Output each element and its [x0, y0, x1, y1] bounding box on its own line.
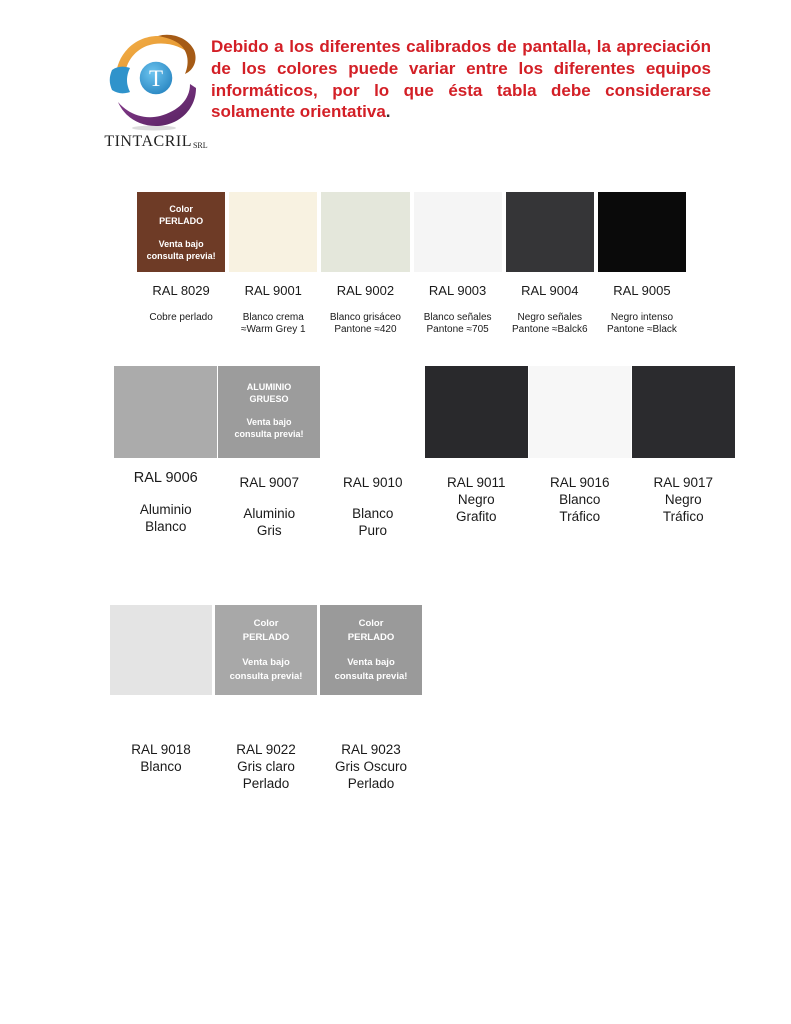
swatch-ral-9001: [229, 192, 317, 272]
text-line: Pantone ≈Black: [606, 324, 677, 335]
label-ral-9022: [215, 741, 317, 792]
ral-name: [321, 491, 425, 539]
ral-name: [215, 758, 317, 792]
text-line: ≈Warm Grey 1: [240, 324, 306, 335]
logo-letter: T: [148, 66, 164, 91]
disclaimer-body: Debido a los diferentes calibrados de pantalla, la apreciación de los colores puede variar entre los diferentes equipos informáticos, por lo que ésta tabla debe considerarse solamente orientativa: [211, 37, 711, 122]
text-line: consulta previa!: [229, 670, 303, 682]
text-line: consulta previa!: [334, 670, 408, 682]
text-line: Gris Oscuro: [334, 759, 407, 774]
text-line: Venta bajo: [242, 657, 290, 668]
ral-name: [320, 758, 422, 792]
ral-code: RAL 9002: [336, 283, 395, 298]
ral-description: [414, 312, 502, 336]
label-ral-9003: [414, 283, 502, 336]
text-line: Venta bajo: [347, 657, 395, 668]
text-line: [114, 487, 218, 501]
ral-description: [229, 312, 317, 336]
text-line: PERLADO: [242, 631, 290, 643]
text-line: consulta previa!: [146, 251, 216, 261]
text-line: PERLADO: [159, 216, 204, 226]
text-line: Pantone ≈705: [426, 324, 489, 335]
text-line: Perlado: [347, 776, 395, 791]
ral-description: [321, 312, 409, 336]
ral-code: RAL 9005: [613, 283, 671, 298]
logo-shadow: [132, 126, 176, 131]
swatch-note: [215, 605, 317, 683]
text-line: [321, 491, 425, 505]
ral-code: RAL 8029: [152, 283, 210, 298]
swatch-ral-9007: [218, 366, 321, 458]
ral-name: [632, 491, 736, 525]
ral-code: RAL 9022: [236, 742, 296, 757]
ral-code: RAL 9017: [653, 475, 714, 490]
ral-description: [137, 312, 225, 324]
swatch-ral-9010: [321, 366, 424, 458]
text-line: Aluminio: [243, 506, 296, 521]
text-line: Gris: [256, 523, 282, 538]
text-line: Gris claro: [237, 759, 295, 774]
ral-name: [110, 758, 212, 775]
label-row-3: [110, 741, 422, 792]
swatch-note: [218, 366, 321, 440]
label-ral-8029: [137, 283, 225, 336]
text-line: Negro: [457, 492, 495, 507]
brand-name-text: TINTACRIL: [104, 133, 192, 150]
swatch-note: [137, 192, 225, 262]
label-ral-9023: [320, 741, 422, 792]
swatch-note: [320, 605, 422, 683]
swatch-ral-9003: [414, 192, 502, 272]
text-line: Puro: [358, 523, 388, 538]
brand-name: [104, 133, 208, 151]
swatch-ral-9011: [425, 366, 528, 458]
label-ral-9007: [218, 474, 322, 539]
ral-description: [506, 312, 594, 336]
ral-name: [114, 487, 218, 535]
text-line: Negro: [664, 492, 702, 507]
text-line: Color: [169, 204, 193, 214]
brand-suffix: SRL: [192, 141, 208, 150]
swatch-ral-9022: [215, 605, 317, 695]
text-line: Blanco: [559, 492, 601, 507]
label-ral-9017: [632, 474, 736, 539]
text-line: [218, 405, 321, 416]
tintacril-logo-icon: [106, 30, 206, 132]
text-line: Color: [358, 618, 384, 629]
ral-code: RAL 9010: [342, 475, 403, 490]
label-ral-9010: [321, 474, 425, 539]
label-ral-9002: [321, 283, 409, 336]
text-line: [137, 227, 225, 238]
label-ral-9011: [425, 474, 529, 539]
ral-code: RAL 9007: [239, 475, 300, 490]
text-line: Cobre perlado: [149, 312, 213, 323]
text-line: Pantone ≈420: [334, 324, 397, 335]
text-line: Grafito: [455, 509, 497, 524]
swatch-ral-9017: [632, 366, 735, 458]
ral-description: [598, 312, 686, 336]
ral-code: RAL 9006: [133, 470, 198, 486]
swatch-ral-9023: [320, 605, 422, 695]
text-line: Color: [253, 618, 279, 629]
swatch-ral-9018: [110, 605, 212, 695]
text-line: Venta bajo: [158, 239, 204, 249]
logo-blue-arrow: [110, 67, 130, 94]
text-line: [320, 644, 422, 656]
ral-code: RAL 9004: [521, 283, 579, 298]
label-ral-9001: [229, 283, 317, 336]
swatch-ral-9004: [506, 192, 594, 272]
text-line: consulta previa!: [234, 429, 304, 439]
label-row-1: [137, 283, 686, 336]
ral-code: RAL 9016: [549, 475, 610, 490]
text-line: Venta bajo: [246, 417, 292, 427]
ral-code: RAL 9018: [131, 742, 191, 757]
text-line: Blanco señales: [423, 312, 492, 323]
ral-name: [425, 491, 529, 525]
swatch-ral-8029: [137, 192, 225, 272]
label-row-2: [114, 470, 735, 539]
text-line: Blanco grisáceo: [329, 312, 401, 323]
ral-code: RAL 9011: [446, 475, 506, 490]
label-ral-9005: [598, 283, 686, 336]
ral-code: RAL 9001: [244, 283, 302, 298]
text-line: Negro intenso: [610, 312, 674, 323]
disclaimer-text: [211, 36, 711, 123]
swatch-ral-9002: [321, 192, 409, 272]
text-line: Perlado: [242, 776, 290, 791]
text-line: GRUESO: [249, 394, 289, 404]
swatch-row-2: [114, 366, 735, 458]
text-line: Blanco: [140, 759, 182, 774]
tintacril-logo: [104, 30, 208, 151]
text-line: Tráfico: [662, 509, 704, 524]
swatch-ral-9005: [598, 192, 686, 272]
text-line: Blanco: [352, 506, 394, 521]
swatch-row-1: [137, 192, 686, 272]
swatch-ral-9016: [529, 366, 632, 458]
ral-code: RAL 9003: [428, 283, 487, 298]
label-ral-9006: [114, 470, 218, 539]
text-line: Negro señales: [517, 312, 583, 323]
disclaimer-period: .: [385, 102, 391, 122]
text-line: Blanco: [145, 519, 187, 534]
label-ral-9018: [110, 741, 212, 792]
ral-code: RAL 9023: [341, 742, 401, 757]
text-line: [218, 491, 322, 505]
text-line: PERLADO: [347, 631, 395, 643]
text-line: Aluminio: [139, 502, 192, 517]
label-ral-9016: [528, 474, 632, 539]
ral-name: [528, 491, 632, 525]
ral-name: [218, 491, 322, 539]
text-line: Blanco crema: [242, 312, 304, 323]
label-ral-9004: [506, 283, 594, 336]
text-line: Pantone ≈Balck6: [512, 324, 588, 335]
text-line: [215, 644, 317, 656]
swatch-ral-9006: [114, 366, 217, 458]
swatch-row-3: [110, 605, 422, 695]
text-line: ALUMINIO: [246, 382, 292, 392]
text-line: Tráfico: [559, 509, 601, 524]
